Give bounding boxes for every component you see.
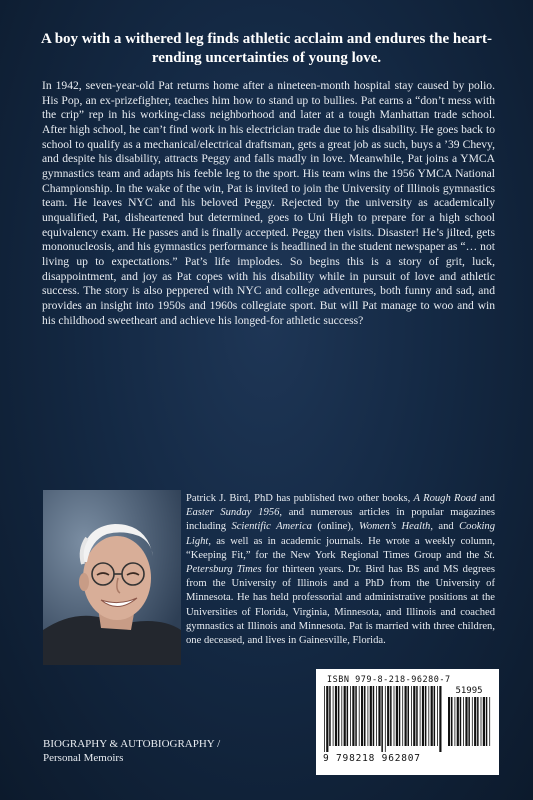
- barcode-bar: [455, 697, 456, 746]
- bio-text: , and numerous articles in popular magazines including: [186, 507, 495, 533]
- book-title: A Rough Road: [413, 493, 477, 504]
- barcode-bar: [439, 686, 441, 752]
- barcode-addon-bars: [447, 697, 491, 752]
- barcode-bar: [402, 686, 403, 746]
- barcode-bar: [350, 686, 351, 746]
- magazine-title: Women’s Health: [358, 521, 431, 533]
- barcode-bar: [394, 686, 395, 746]
- barcode-bar: [370, 686, 372, 746]
- barcode-bar: [413, 686, 415, 746]
- book-description: In 1942, seven-year-old Pat returns home after a nineteen-month hospital stay caused by polio. His Pop, an ex-prizefighter, teaches him how to stand up to bullies. Pat earns a “don’t mess with the crip” rep in his working-class neighborhood and later at a tough Manhattan trade school. After high school, he can’t find work in his electrician trade due to his disability. He goes back to school to qualify as a mechanical/electrical draftsman, gets a great job as such, buys a ’39 Chevy, and despite his disability, attracts Peggy and falls madly in love. Meanwhile, Pat joins a YMCA gymnastics team and adapts his feeble leg to the sport. His team wins the 1956 YMCA National Championship. In the wake of the win, Pat is invited to join the University of Illinois gymnastics team. He leaves NYC and his beloved Peggy. Rejected by the university as academically unqualified, Pat, disheartened but determined, goes to Uni High to prepare for a high school equivalency exam. He passes and is finally accepted. Peggy then visits. Disaster! He’s jilted, gets mononucleosis, and his gymnastics performance is headlined in the student newspaper as “… not living up to expectations.” Pat’s life implodes. So begins this is a story of grit, luck, disappointment, and joy as Pat copes with his disability while in pursuit of love and athletic success. The story is also peppered with NYC and college adventures, both funny and sad, and provides an insight into 1950s and 1960s collegiate sport. But will Pat manage to woo and win his childhood sweetheart and achieve his longed-for athletic success?: [42, 79, 495, 327]
- barcode-bar: [326, 686, 328, 752]
- barcode-image: [323, 686, 443, 752]
- barcode-bar: [486, 697, 488, 746]
- barcode-bar: [341, 686, 342, 746]
- barcode-bar: [376, 686, 377, 746]
- category-line: Personal Memoirs: [43, 752, 124, 764]
- barcode-bar: [420, 686, 421, 746]
- barcode-bar: [335, 686, 337, 746]
- barcode-bar: [329, 686, 331, 746]
- magazine-title: Scientific America: [231, 521, 312, 533]
- barcode-addon: [447, 686, 491, 752]
- book-title: Easter Sunday 1956: [186, 507, 280, 519]
- barcode-bar: [457, 697, 459, 746]
- bio-text: , as well as in academic journals. He wrote a weekly column, “Keeping Fit,” for the New York Regional Times Group and the: [186, 535, 495, 561]
- barcode-bar: [465, 697, 467, 746]
- barcode-bar: [428, 686, 429, 746]
- barcode-bar: [338, 686, 340, 746]
- barcode-bar: [352, 686, 354, 746]
- barcode-bar: [408, 686, 410, 746]
- barcode-bar: [460, 697, 462, 746]
- bio-text: for thirteen years. Dr. Bird has BS and MS degrees from the University of Illinois and a PhD from the University of Minnesota. He has held professorial and administrative positions at the Universities of Florida, Virginia, Minnesota, and Illinois and coached gymnastics at Illinois and Minnesota. Pat is married with three children, one deceased, and lives in Gainesville, Florida.: [186, 564, 495, 647]
- barcode-bar: [451, 697, 453, 746]
- barcode-bar: [373, 686, 375, 746]
- barcode-bar: [333, 686, 334, 746]
- barcode-bar: [472, 697, 473, 746]
- barcode-bar: [405, 686, 407, 746]
- author-bio: [43, 492, 495, 654]
- barcode-bar: [378, 686, 380, 746]
- barcode-bar: [463, 697, 464, 746]
- barcode-bar: [359, 686, 360, 746]
- barcode-addon-number: 51995: [455, 686, 483, 696]
- barcode-bar: [355, 686, 357, 746]
- barcode-bar: [347, 686, 349, 746]
- magazine-title: Cooking Light: [186, 521, 495, 547]
- category-label: [43, 737, 263, 765]
- barcode-bar: [364, 686, 366, 746]
- category-line: BIOGRAPHY & AUTOBIOGRAPHY /: [43, 738, 221, 750]
- barcode-bar: [477, 697, 479, 746]
- barcode-bar: [390, 686, 392, 746]
- barcode-bar: [448, 697, 450, 746]
- barcode-bar: [422, 686, 424, 746]
- barcode-bar: [431, 686, 433, 746]
- isbn-label: ISBN 979-8-218-96280-7: [327, 675, 451, 685]
- bio-text: and: [476, 493, 495, 504]
- newspaper-title: St. Petersburg Times: [186, 549, 495, 576]
- barcode-bar: [399, 686, 401, 746]
- barcode-bar: [368, 686, 369, 746]
- barcode-bar: [468, 697, 470, 746]
- barcode-bar: [396, 686, 398, 746]
- isbn-barcode: [316, 669, 499, 775]
- barcode-bar: [361, 686, 363, 746]
- tagline: A boy with a withered leg finds athletic acclaim and endures the heart-rending uncertainties of young love.: [40, 31, 493, 66]
- barcode-bar: [381, 686, 383, 752]
- barcode-bar: [416, 686, 418, 746]
- barcode-bar: [425, 686, 427, 746]
- barcode-digits: 9 798218 962807: [323, 753, 421, 764]
- barcode-bar: [385, 686, 386, 752]
- bio-text: , and: [430, 521, 460, 533]
- barcode-bar: [437, 686, 438, 746]
- barcode-bar: [434, 686, 436, 746]
- barcode-bar: [344, 686, 346, 746]
- barcode-bar: [474, 697, 476, 746]
- bio-text: (online),: [311, 521, 359, 533]
- bio-text: Patrick J. Bird, PhD has published two other books,: [186, 493, 414, 504]
- barcode-bar: [483, 697, 485, 746]
- barcode-bar: [489, 697, 490, 746]
- photo-spacer: [43, 492, 186, 654]
- barcode-bar: [411, 686, 412, 746]
- barcode-bar: [481, 697, 482, 746]
- barcode-bar: [387, 686, 389, 746]
- barcode-bar: [324, 686, 325, 752]
